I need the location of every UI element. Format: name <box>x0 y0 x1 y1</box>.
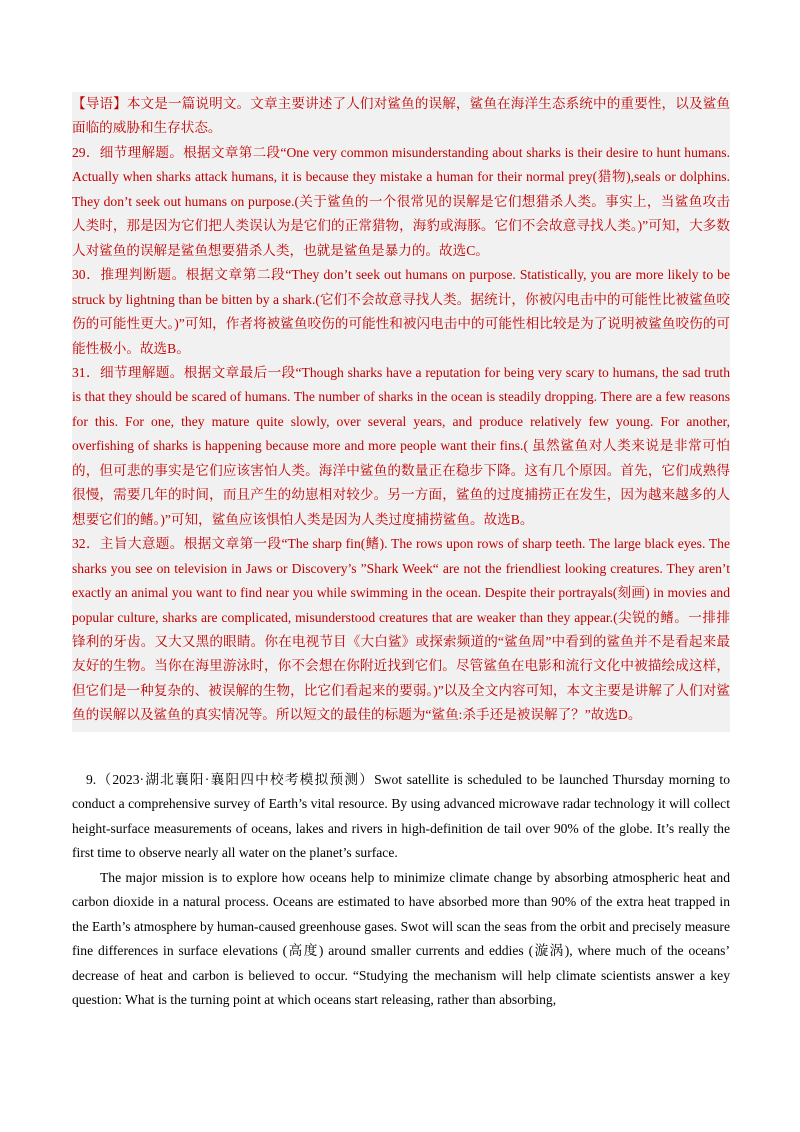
passage-paragraph-1: 9.（2023·湖北襄阳·襄阳四中校考模拟预测）Swot satellite is scheduled to be launched Thursday morning to conduct a comprehensive survey of Earth’s vital resource. By using advanced microwave radar technology it will collect height-surface measurements of oceans, lakes and rivers in high-definition de tail over 90% of the globe. It’s really the first time to observe nearly all water on the planet’s surface. <box>72 772 730 861</box>
guide-paragraph: 【导语】本文是一篇说明文。文章主要讲述了人们对鲨鱼的误解，鲨鱼在海洋生态系统中的重要性，以及鲨鱼面临的威胁和生存状态。 <box>72 96 730 136</box>
passage-paragraph-2: The major mission is to explore how oceans help to minimize climate change by absorbing atmospheric heat and carbon dioxide in a natural process. Oceans are estimated to have absorbed more than 90% of the extra heat trapped in the Earth’s atmosphere by human-caused greenhouse gases. Swot will scan the seas from the orbit and precisely measure fine differences in surface elevations (高度) around smaller currents and eddies (漩涡), where much of the oceans’ decrease of heat and carbon is believed to occur. “Studying the mechanism will help climate scientists answer a key question: What is the turning point at which oceans start releasing, rather than absorbing, <box>72 869 730 1008</box>
answer-29: 29．细节理解题。根据文章第二段“One very common misunderstanding about sharks is their desire to hunt humans. Actually when sharks attack humans, it is because they mistake a human for their normal prey(猎物),seals or dolphins. They don’t seek out humans on purpose.(关于鲨鱼的一个很常见的误解是它们想猎杀人类。事实上，当鲨鱼攻击人类时，那是因为它们把人类误认为是它们的正常猎物，海豹或海豚。它们不会故意寻找人类。)”可知，大多数人对鲨鱼的误解是鲨鱼想要猎杀人类，也就是鲨鱼是暴力的。故选C。 <box>72 144 730 258</box>
reading-passage-9 <box>72 768 730 1013</box>
answer-30: 30．推理判断题。根据文章第二段“They don’t seek out humans on purpose. Statistically, you are more likely to be struck by lightning than be bitten by a shark.(它们不会故意寻找人类。据统计，你被闪电击中的可能性比被鲨鱼咬伤的可能性更大。)”可知，作者将被鲨鱼咬伤的可能性和被闪电击中的可能性相比较是为了说明被鲨鱼咬伤的可能性极小。故选B。 <box>72 267 730 356</box>
answer-31: 31．细节理解题。根据文章最后一段“Though sharks have a reputation for being very scary to humans, the sad truth is that they should be scared of humans. The number of sharks in the ocean is steadily dropping. There are a few reasons for this. For one, they mature quite slowly, over several years, and produce relatively few young. For another, overfishing of sharks is happening because more and more people want their fins.( 虽然鲨鱼对人类来说是非常可怕的，但可悲的事实是它们应该害怕人类。海洋中鲨鱼的数量正在稳步下降。这有几个原因。首先，它们成熟得很慢，需要几年的时间，而且产生的幼崽相对较少。另一方面，鲨鱼的过度捕捞正在发生，因为越来越多的人想要它们的鳍。)”可知，鲨鱼应该惧怕人类是因为人类过度捕捞鲨鱼。故选B。 <box>72 364 730 527</box>
answer-32: 32．主旨大意题。根据文章第一段“The sharp fin(鳍). The rows upon rows of sharp teeth. The large black eyes. The sharks you see on television in Jaws or Discovery’s ”Shark Week“ are not the friendliest looking creatures. They aren’t exactly an animal you want to find near you while swimming in the ocean. Despite their portrayals(刻画) in movies and popular culture, sharks are complicated, misunderstood creatures that are weaker than they appear.(尖锐的鳍。一排排锋利的牙齿。又大又黑的眼睛。你在电视节目《大白鲨》或探索频道的“鲨鱼周”中看到的鲨鱼并不是看起来最友好的生物。当你在海里游泳时，你不会想在你附近找到它们。尽管鲨鱼在电影和流行文化中被描绘成这样，但它们是一种复杂的、被误解的生物，比它们看起来的要弱。)”以及全文内容可知，本文主要是讲解了人们对鲨鱼的误解以及鲨鱼的真实情况等。所以短文的最佳的标题为“鲨鱼:杀手还是被误解了？”故选D。 <box>72 536 730 723</box>
answer-explanation-block <box>72 92 730 732</box>
